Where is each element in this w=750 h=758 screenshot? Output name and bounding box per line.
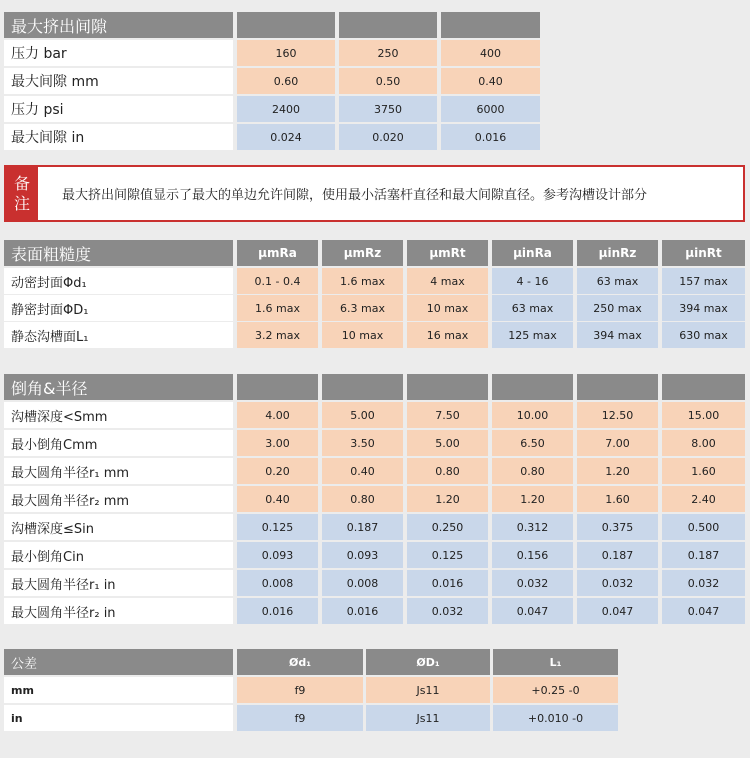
value-cell: 0.032 [492, 570, 573, 596]
value-cell: 160 [237, 40, 335, 66]
value-cell: 0.60 [237, 68, 335, 94]
value-cell: 250 max [577, 295, 658, 321]
value-cell: 1.20 [577, 458, 658, 484]
row-label: 最大圆角半径r₂ in [4, 598, 233, 624]
row-label: 最大间隙 mm [4, 68, 233, 94]
column-header: μinRt [662, 240, 745, 266]
value-cell: +0.010 -0 [493, 705, 618, 731]
value-cell: 0.032 [577, 570, 658, 596]
value-cell: 0.047 [492, 598, 573, 624]
value-cell: 400 [441, 40, 540, 66]
header-cell [339, 12, 437, 38]
value-cell: 0.016 [322, 598, 403, 624]
value-cell: 15.00 [662, 402, 745, 428]
row-label: 最小倒角Cmm [4, 430, 233, 456]
value-cell: 5.00 [322, 402, 403, 428]
header-cell [322, 374, 403, 400]
value-cell: 394 max [577, 322, 658, 348]
column-header: μinRz [577, 240, 658, 266]
value-cell: 1.20 [407, 486, 488, 512]
table-title: 最大挤出间隙 [4, 12, 233, 38]
value-cell: 0.008 [237, 570, 318, 596]
value-cell: 1.20 [492, 486, 573, 512]
value-cell: 0.093 [322, 542, 403, 568]
value-cell: 0.187 [662, 542, 745, 568]
value-cell: 2.40 [662, 486, 745, 512]
value-cell: 10.00 [492, 402, 573, 428]
value-cell: 0.80 [407, 458, 488, 484]
value-cell: 0.187 [322, 514, 403, 540]
value-cell: 0.40 [237, 486, 318, 512]
value-cell: 1.60 [577, 486, 658, 512]
value-cell: 0.50 [339, 68, 437, 94]
value-cell: 10 max [322, 322, 403, 348]
value-cell: 63 max [577, 268, 658, 294]
value-cell: 250 [339, 40, 437, 66]
value-cell: 630 max [662, 322, 745, 348]
row-label: 最大圆角半径r₁ mm [4, 458, 233, 484]
value-cell: 0.032 [407, 598, 488, 624]
column-header: μinRa [492, 240, 573, 266]
value-cell: 0.40 [441, 68, 540, 94]
row-label: 沟槽深度<Smm [4, 402, 233, 428]
value-cell: 0.125 [237, 514, 318, 540]
value-cell: 0.250 [407, 514, 488, 540]
value-cell: 63 max [492, 295, 573, 321]
value-cell: 0.016 [237, 598, 318, 624]
table-title: 倒角&半径 [4, 374, 233, 400]
column-header: μmRa [237, 240, 318, 266]
value-cell: Js11 [366, 705, 490, 731]
value-cell: 3.00 [237, 430, 318, 456]
value-cell: 2400 [237, 96, 335, 122]
value-cell: 0.047 [577, 598, 658, 624]
table-title: 公差 [4, 649, 233, 675]
value-cell: 125 max [492, 322, 573, 348]
value-cell: 7.50 [407, 402, 488, 428]
value-cell: 0.80 [492, 458, 573, 484]
header-cell [577, 374, 658, 400]
value-cell: 0.016 [407, 570, 488, 596]
value-cell: 0.187 [577, 542, 658, 568]
value-cell: 3.2 max [237, 322, 318, 348]
value-cell: 0.20 [237, 458, 318, 484]
note-tag-char: 注 [13, 193, 30, 213]
value-cell: f9 [237, 705, 363, 731]
value-cell: 4 max [407, 268, 488, 294]
value-cell: 0.093 [237, 542, 318, 568]
value-cell: 12.50 [577, 402, 658, 428]
value-cell: 0.312 [492, 514, 573, 540]
value-cell: Js11 [366, 677, 490, 703]
note-tag [6, 167, 38, 220]
value-cell: 1.60 [662, 458, 745, 484]
table-title: 表面粗糙度 [4, 240, 233, 266]
column-header: L₁ [493, 649, 618, 675]
value-cell: 3.50 [322, 430, 403, 456]
value-cell: 0.500 [662, 514, 745, 540]
header-cell [662, 374, 745, 400]
value-cell: 10 max [407, 295, 488, 321]
row-label: 压力 bar [4, 40, 233, 66]
value-cell: 157 max [662, 268, 745, 294]
header-cell [237, 374, 318, 400]
value-cell: 0.156 [492, 542, 573, 568]
value-cell: 6.50 [492, 430, 573, 456]
header-cell [441, 12, 540, 38]
column-header: Ød₁ [237, 649, 363, 675]
value-cell: f9 [237, 677, 363, 703]
row-label: 静密封面ΦD₁ [4, 295, 233, 321]
value-cell: 0.032 [662, 570, 745, 596]
value-cell: 5.00 [407, 430, 488, 456]
value-cell: 1.6 max [322, 268, 403, 294]
header-cell [237, 12, 335, 38]
value-cell: 16 max [407, 322, 488, 348]
value-cell: 6.3 max [322, 295, 403, 321]
value-cell: 4 - 16 [492, 268, 573, 294]
note-tag-char: 备 [13, 173, 30, 193]
row-label: 最大圆角半径r₂ mm [4, 486, 233, 512]
value-cell: 394 max [662, 295, 745, 321]
column-header: ØD₁ [366, 649, 490, 675]
value-cell: 6000 [441, 96, 540, 122]
value-cell: 8.00 [662, 430, 745, 456]
note-text: 最大挤出间隙值显示了最大的单边允许间隙，使用最小活塞杆直径和最大间隙直径。参考沟槽设计部分 [62, 188, 648, 203]
row-label: 最小倒角Cin [4, 542, 233, 568]
value-cell: +0.25 -0 [493, 677, 618, 703]
note-box [4, 165, 745, 222]
value-cell: 0.008 [322, 570, 403, 596]
value-cell: 0.125 [407, 542, 488, 568]
row-label: in [4, 705, 233, 731]
column-header: μmRz [322, 240, 403, 266]
row-label: 沟槽深度≤Sin [4, 514, 233, 540]
value-cell: 0.40 [322, 458, 403, 484]
value-cell: 0.024 [237, 124, 335, 150]
row-label: mm [4, 677, 233, 703]
value-cell: 0.375 [577, 514, 658, 540]
row-label: 动密封面Φd₁ [4, 268, 233, 294]
row-label: 压力 psi [4, 96, 233, 122]
value-cell: 1.6 max [237, 295, 318, 321]
value-cell: 7.00 [577, 430, 658, 456]
value-cell: 0.047 [662, 598, 745, 624]
row-label: 最大圆角半径r₁ in [4, 570, 233, 596]
value-cell: 0.016 [441, 124, 540, 150]
row-label: 最大间隙 in [4, 124, 233, 150]
value-cell: 3750 [339, 96, 437, 122]
row-label: 静态沟槽面L₁ [4, 322, 233, 348]
value-cell: 0.020 [339, 124, 437, 150]
column-header: μmRt [407, 240, 488, 266]
header-cell [407, 374, 488, 400]
value-cell: 0.1 - 0.4 [237, 268, 318, 294]
value-cell: 4.00 [237, 402, 318, 428]
value-cell: 0.80 [322, 486, 403, 512]
header-cell [492, 374, 573, 400]
